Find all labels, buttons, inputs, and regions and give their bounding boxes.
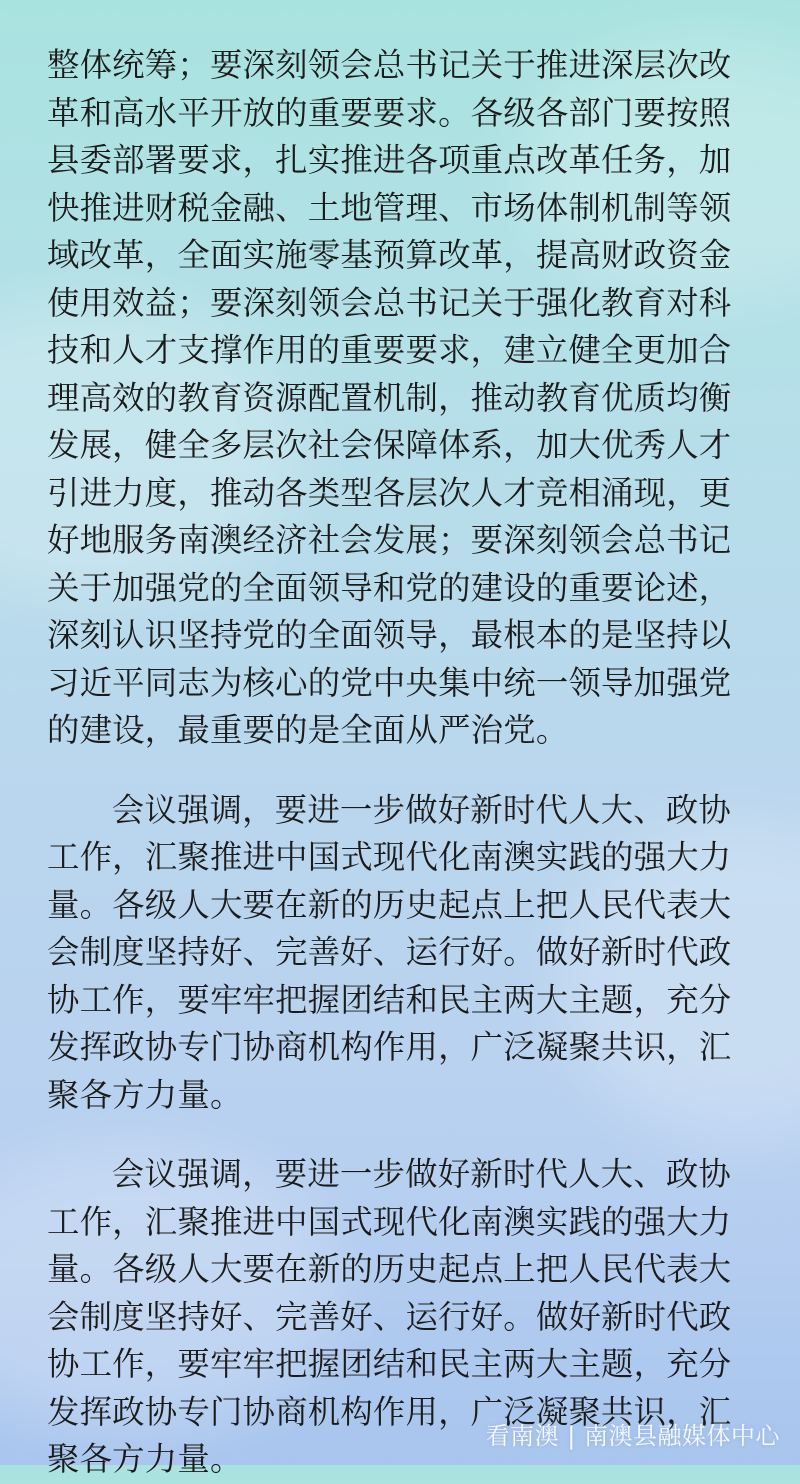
article-body <box>47 42 760 1484</box>
article-paragraph: 整体统筹；要深刻领会总书记关于推进深层次改革和高水平开放的重要要求。各级各部门要按照县委部署要求，扎实推进各项重点改革任务，加快推进财税金融、土地管理、市场体制机制等领域改革，全面实施零基预算改革，提高财政资金使用效益；要深刻领会总书记关于强化教育对科技和人才支撑作用的重要要求，建立健全更加合理高效的教育资源配置机制，推动教育优质均衡发展，健全多层次社会保障体系，加大优秀人才引进力度，推动各类型各层次人才竞相涌现，更好地服务南澳经济社会发展；要深刻领会总书记关于加强党的全面领导和党的建设的重要论述，深刻认识坚持党的全面领导，最根本的是坚持以习近平同志为核心的党中央集中统一领导加强党的建设，最重要的是全面从严治党。 <box>47 46 732 749</box>
article-paragraph: 会议强调，要进一步做好新时代人大、政协工作，汇聚推进中国式现代化南澳实践的强大力量。各级人大要在新的历史起点上把人民代表大会制度坚持好、完善好、运行好。做好新时代政协工作，要牢牢把握团结和民主两大主题，充分发挥政协专门协商机构作用，广泛凝聚共识，汇聚各方力量。 <box>47 790 732 1114</box>
article-paragraph: 会议强调，要进一步做好新时代人大、政协工作，汇聚推进中国式现代化南澳实践的强大力量。各级人大要在新的历史起点上把人民代表大会制度坚持好、完善好、运行好。做好新时代政协工作，要牢牢把握团结和民主两大主题，充分发挥政协专门协商机构作用，广泛凝聚共识，汇聚各方力量。 <box>47 1155 732 1478</box>
source-watermark: 看南澳 | 南澳县融媒体中心 <box>485 1422 780 1450</box>
